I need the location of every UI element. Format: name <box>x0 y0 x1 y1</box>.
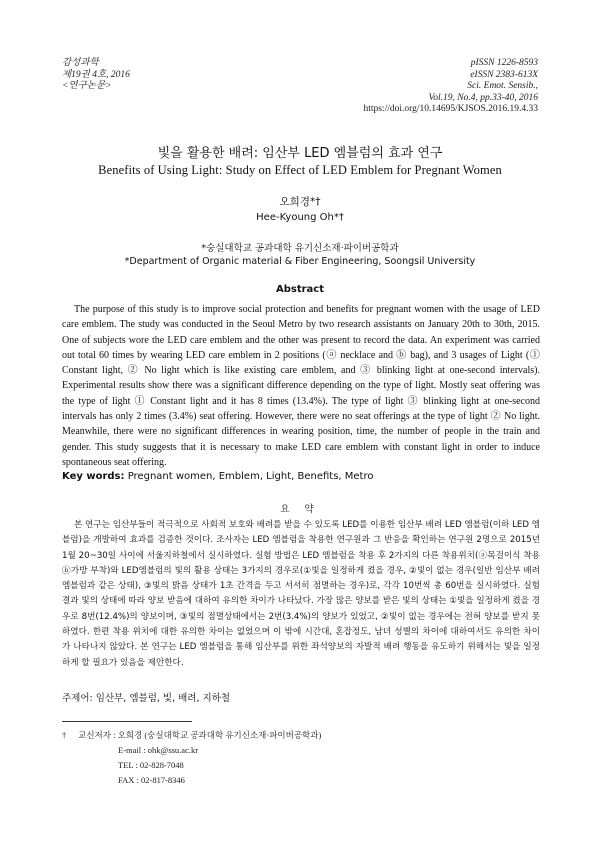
footnote <box>62 728 321 788</box>
volume-issue: 제19권 4호, 2016 <box>62 69 130 80</box>
corresponding-author: 교신저자 : 오희경 (숭실대학교 공과대학 유기신소재·파이버공학과) <box>78 730 322 740</box>
summary-text: 본 연구는 임산부들이 적극적으로 사회적 보호와 배려를 받을 수 있도록 LED를 이용한 임산부 배려 LED 엠블럼(이하 LED 엠블럼)을 개발하여 효과를 검증한 것이다. 조사자는 LED 엠블럼을 착용한 연구원과 그 반응을 확인하는 연구원 2명으로 2015년 1월 20~30일 사이에 서울지하철에서 실시하였다. 실험 방법은 LED 엠블럼을 착용 후 2가지의 다른 착용위치(ⓐ목걸이식 착용 ⓑ가방 부착)와 LED엠블럼의 빛의 활용 상태는 3가지의 경우로(①빛을 일정하게 켰을 경우, ②빛이 없는 경우(일반 임산부 배려 엠블럼과 같은 상태), ③빛의 밝음 상태가 1초 간격을 두고 서서히 점멸하는 경우)로, 각각 10번씩 총 60번을 실시하였다. 실험결과 빛의 상태에 따라 양보 받음에 대하여 유의한 차이가 나타났다. 가장 많은 양보를 받은 빛의 상태는 ①빛을 일정하게 켰을 경우로 8번(12.4%)의 양보이며, ③빛의 점멸상태에서는 2번(3.4%)의 양보가 있었고, ②빛이 없는 경우에는 전혀 양보를 받지 못하였다. 한편 착용 위치에 대한 유의한 차이는 없었으며 이 밖에 시간대, 혼잡정도, 남녀 성별의 차이에 대하여서도 유의한 차이가 나타나지 않았다. 본 연구는 LED 엠블럼을 통해 임산부를 위한 좌석양보의 자발적 배려 행동을 유도하기 위해서는 빛을 일정하게 할 필요가 있음을 제안한다. <box>62 520 540 668</box>
affiliation-korean: *숭실대학교 공과대학 유기신소재·파이버공학과 <box>201 243 399 254</box>
author-english: Hee-Kyoung Oh*† <box>256 212 344 223</box>
footnote-tel: TEL : 02-828-7048 <box>118 760 184 770</box>
abstract-heading: Abstract <box>275 284 325 295</box>
article-type: <연구논문> <box>62 81 112 91</box>
keywords-korean-label: 주제어: <box>62 693 93 704</box>
footnote-fax: FAX : 02-817-8346 <box>118 775 185 785</box>
summary-heading: 요 약 <box>280 504 320 515</box>
abstract-text: The purpose of this study is to improve social protection and benefits for pregnant women with the usage of LED care emblem. The study was conducted in the Seoul Metro by two research assistants on January 20th to 30th, 2015. One of subjects wore the LED care emblem and the other was present to record the data. An experiment was carried out total 60 times by wearing LED care emblem in 2 positions (ⓐ necklace and ⓑ bag), and 3 usages of Light (① Constant light, ② No light which is like existing care emblem, and ③ blinking light at one-second intervals). Experimental results show there was a significant difference depending on the type of light. Mostly seat offering was the type of light ① Constant light and it has 8 times (13.4%). The type of light ③ blinking light at one-second intervals has only 2 times (3.4%) seat offering. However, there were no seat offerings at the type of light ② No light. Meanwhile, there were no significant differences in wearing position, time, the number of people in the train and gender. This study suggests that it is necessary to make LED care emblem with constant light in order to induce spontaneous seat offering. <box>62 304 540 468</box>
journal-name-en: Sci. Emot. Sensib., <box>467 81 538 91</box>
eissn: eISSN 2383-613X <box>470 69 538 80</box>
dagger-mark: † <box>62 730 67 740</box>
journal-header-right <box>363 58 538 116</box>
journal-header-left <box>62 58 130 93</box>
keywords-korean <box>62 690 540 704</box>
author-korean: 오희경*† <box>279 196 321 208</box>
keywords-korean-value: 임산부, 엠블럼, 빛, 배려, 지하철 <box>95 693 231 704</box>
footnote-divider <box>62 721 192 722</box>
doi-link[interactable]: https://doi.org/10.14695/KJSOS.2016.19.4.33 <box>363 104 538 114</box>
keywords <box>62 471 540 482</box>
title-english: Benefits of Using Light: Study on Effect of LED Emblem for Pregnant Women <box>98 163 502 177</box>
title-korean: 빛을 활용한 배려: 임산부 LED 엠블럼의 효과 연구 <box>157 146 443 161</box>
affiliation-english: *Department of Organic material & Fiber Engineering, Soongsil University <box>124 256 476 267</box>
keywords-value: Pregnant women, Emblem, Light, Benefits, Metro <box>127 471 374 482</box>
pissn: pISSN 1226-8593 <box>470 58 538 68</box>
citation: Vol.19, No.4, pp.33-40, 2016 <box>428 92 538 103</box>
keywords-label: Key words: <box>62 471 125 482</box>
footnote-email: E-mail : ohk@ssu.ac.kr <box>118 745 199 755</box>
journal-name: 감성과학 <box>62 58 99 68</box>
